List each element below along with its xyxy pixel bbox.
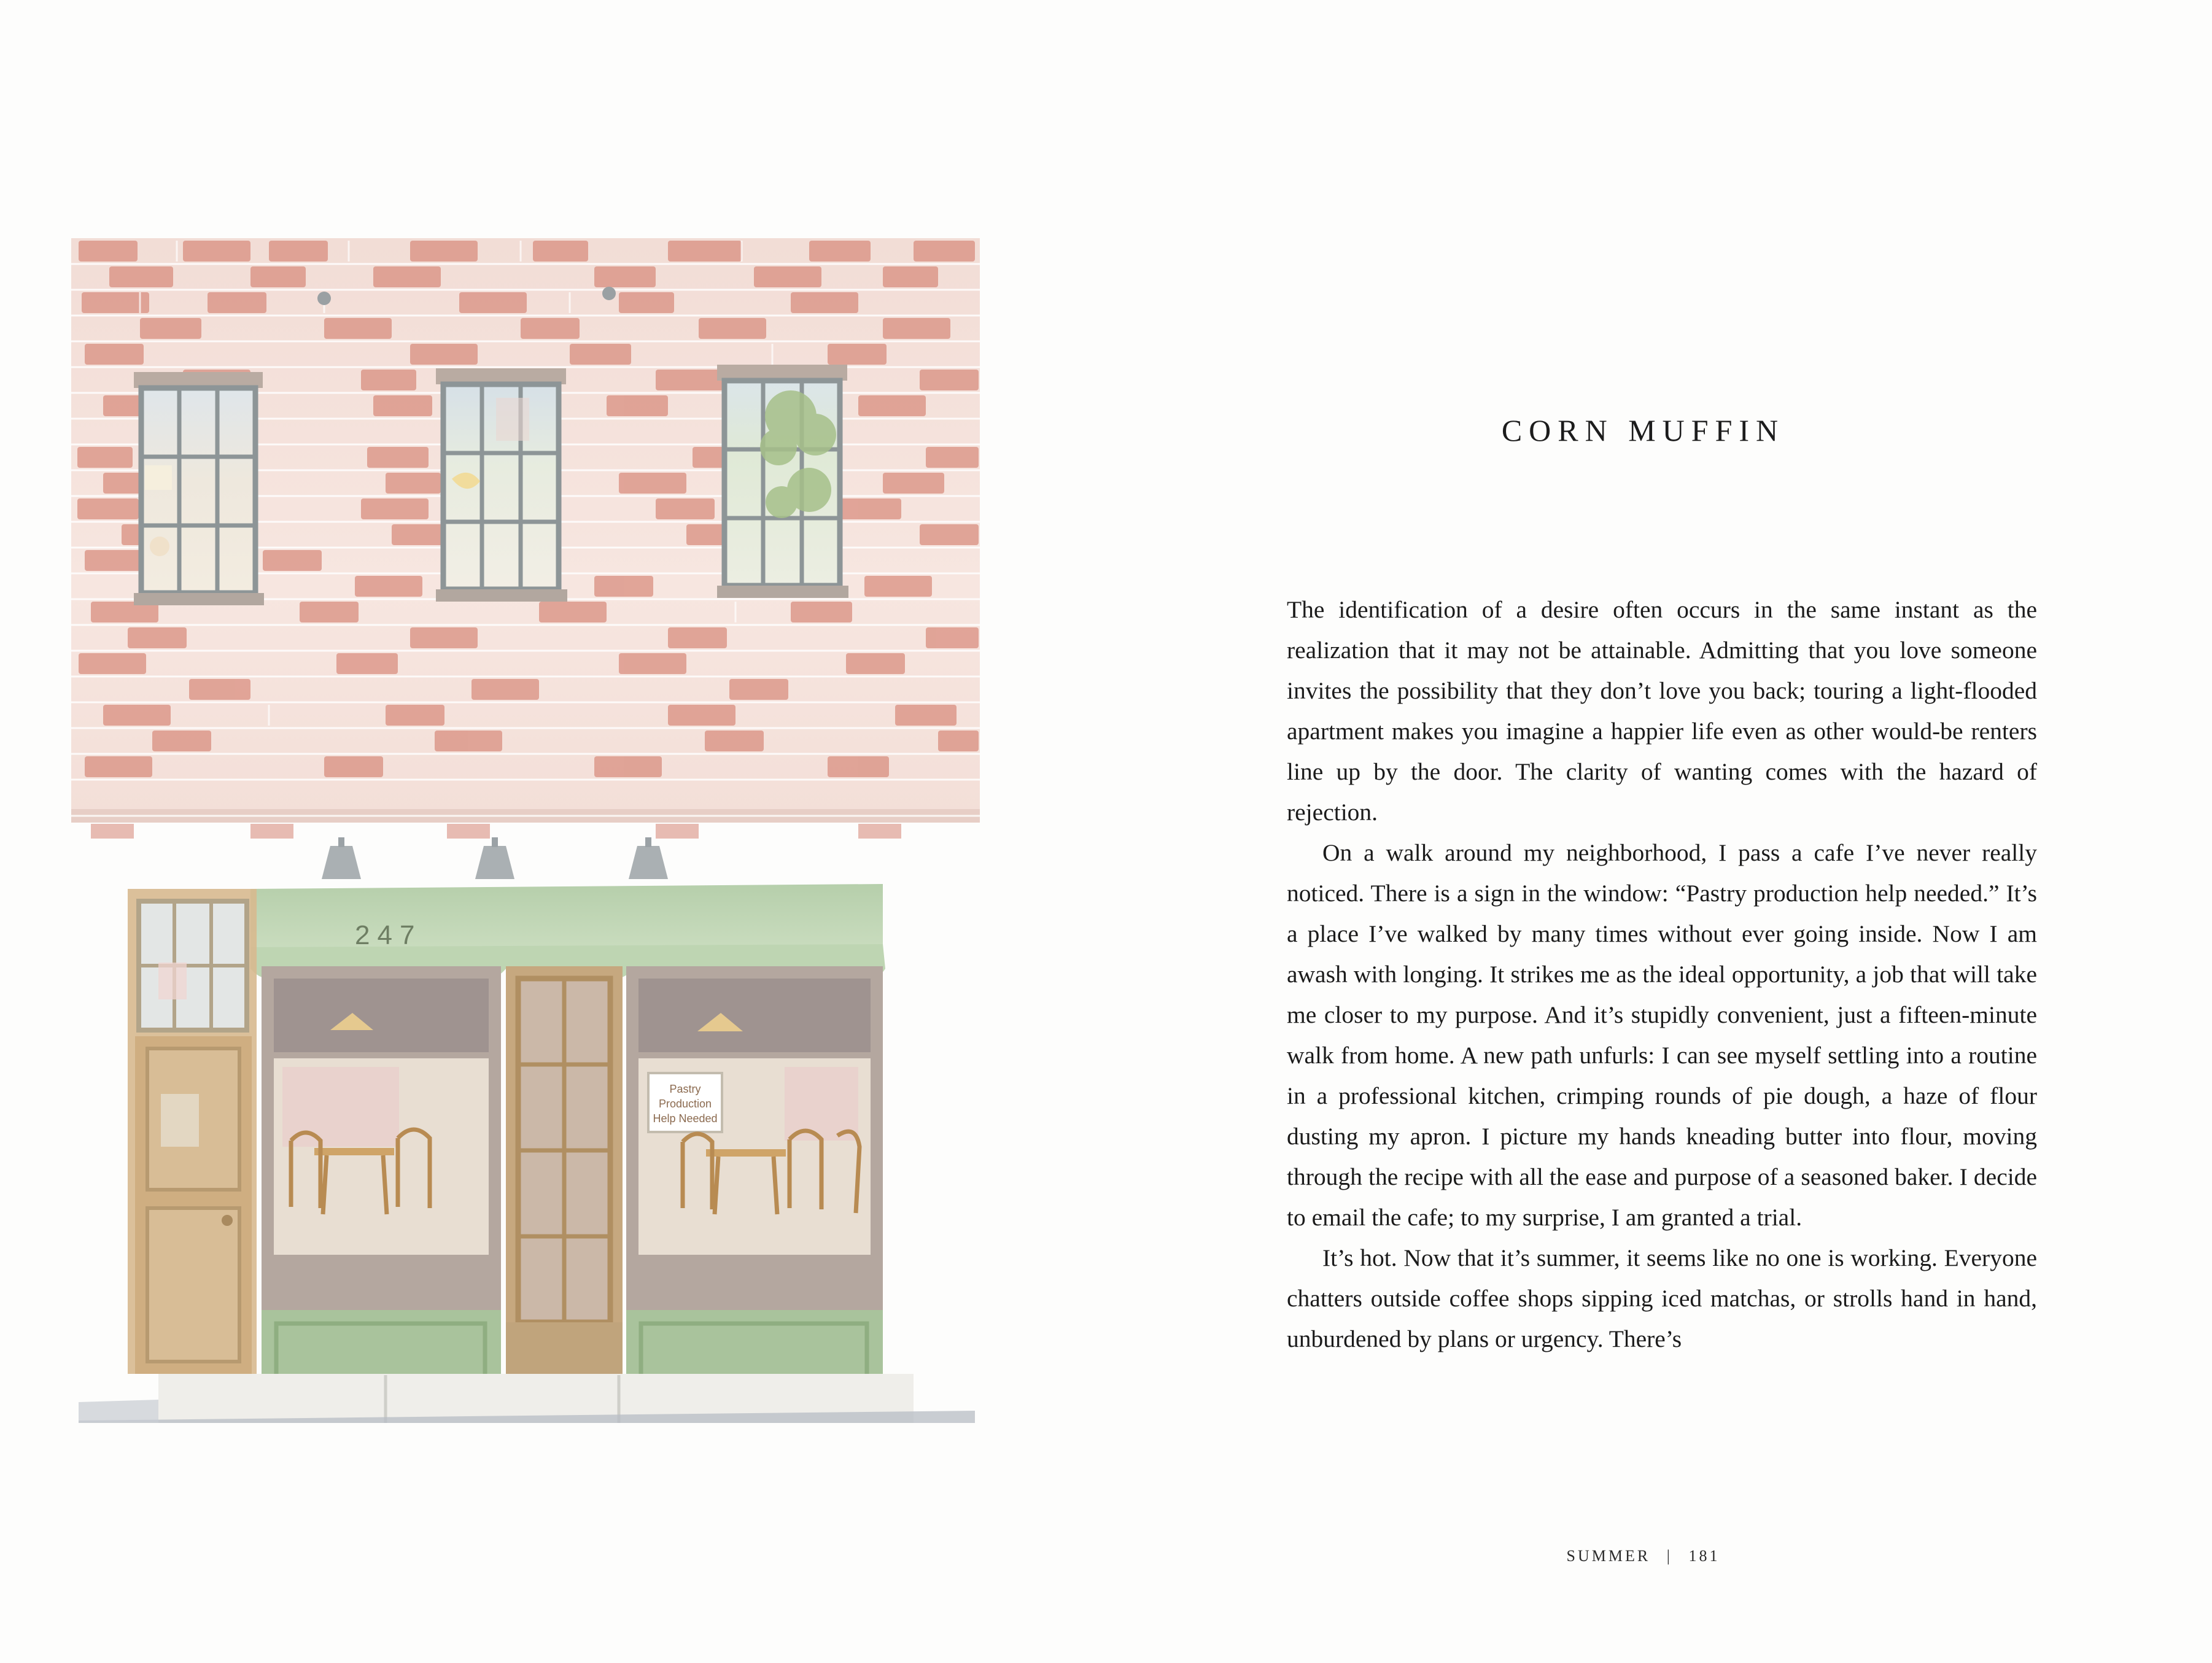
paragraph-3: It’s hot. Now that it’s summer, it seems like no one is working. Everyone chatters outside coffee shops sipping iced matchas, or strolls hand in hand, unburdened by plans or urgency. There’s <box>1287 1244 2037 1352</box>
svg-text:Pastry: Pastry <box>669 1083 701 1095</box>
left-page <box>0 0 1105 1663</box>
street-number-text: 247 <box>355 920 422 950</box>
upper-window-left <box>134 372 264 605</box>
folio-separator: | <box>1666 1547 1672 1565</box>
upper-window-right <box>717 365 848 598</box>
right-page <box>1105 0 2212 1663</box>
cafe-illustration <box>66 232 1046 1423</box>
storefront-watercolor-svg <box>66 232 1046 1423</box>
storefront-lamps <box>322 837 668 879</box>
svg-text:Production: Production <box>658 1098 712 1110</box>
folio-page-number: 181 <box>1688 1547 1720 1565</box>
paragraph-2: On a walk around my neighborhood, I pass a cafe I’ve never really noticed. There is a sign in the window: “Pastry production help needed.” It’s a place I’ve walked by many times without ever going inside. Now I am awash with longing. It strikes me as the ideal opportunity, a job that will take me closer to my purpose. And it’s stupidly convenient, just a fifteen-minute walk from home. A new path unfurls: I can see myself settling into a routine in a professional kitchen, crimping rounds of pie dough, a haze of flour dusting my apron. I picture my hands kneading butter into flour, moving through the recipe with all the ease and purpose of a seasoned baker. I decide to email the cafe; to my surprise, I am granted a trial. <box>1287 839 2037 1231</box>
green-awning <box>250 884 885 978</box>
window-sign <box>648 1073 722 1132</box>
paragraph-1: The identification of a desire often occurs in the same instant as the realization that it may not be attainable. Admitting that you love someone invites the possibility that they don’t love you back; touring a light-flooded apartment makes you imagine a happier life even as other would-be renters line up by the door. The clarity of wanting comes with the hazard of rejection. <box>1287 596 2037 826</box>
belt-course <box>71 809 980 839</box>
chapter-title: CORN MUFFIN <box>1501 413 1785 448</box>
upper-window-center <box>436 368 567 602</box>
body-text <box>1287 589 2037 1359</box>
svg-text:Help Needed: Help Needed <box>653 1112 718 1125</box>
sidewalk <box>79 1374 975 1423</box>
folio <box>1105 1547 2212 1565</box>
folio-section: SUMMER <box>1566 1547 1651 1565</box>
